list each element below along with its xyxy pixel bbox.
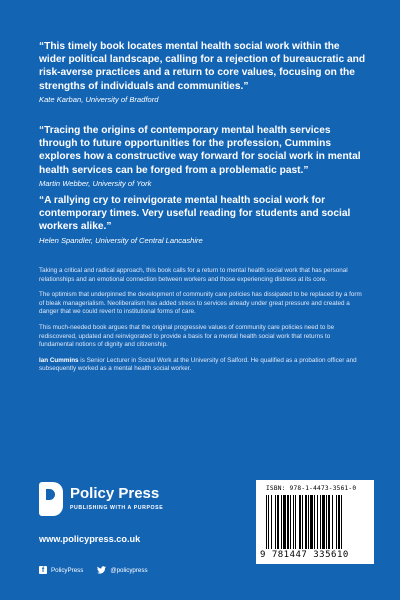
barcode-bar [271, 495, 272, 549]
publisher-logo [39, 482, 199, 524]
barcode-bar [305, 495, 307, 549]
barcode-bar [266, 495, 267, 549]
barcode-bar [332, 495, 333, 549]
quote-source: Kate Karban, University of Bradford [39, 94, 159, 104]
publisher-name: Policy Press [70, 485, 160, 502]
barcode-panel [256, 480, 374, 564]
publisher-tagline: PUBLISHING WITH A PURPOSE [70, 505, 164, 511]
barcode-bar [287, 495, 289, 549]
barcode [266, 495, 364, 549]
blurb-paragraph: This much-needed book argues that the original progressive values of community care policies need to be rediscovered, updated and reinvigorated to provide a basis for a mental health social work that returns to fundamental notions of dignity and citizenship. [39, 323, 335, 349]
author-bio [39, 357, 364, 374]
blurb-paragraph: The optimism that underpinned the development of community care policies has dissipated to be replaced by a form of bleak managerialism. Neoliberalism has added stress to services already under great pressure and created a danger that we could revert to institutional forms of care. [39, 291, 362, 316]
publisher-website[interactable]: www.policypress.co.uk [39, 534, 141, 544]
facebook-icon: f [39, 566, 47, 574]
barcode-number: 9 781447 335610 [260, 550, 349, 560]
policy-press-logo [39, 482, 63, 516]
social-links [39, 566, 162, 574]
barcode-bar [275, 495, 276, 549]
facebook-handle: PolicyPress [51, 566, 84, 574]
barcode-bar [277, 495, 279, 549]
barcode-bar [268, 495, 269, 549]
barcode-bar [314, 495, 315, 549]
barcode-bar [317, 495, 318, 549]
barcode-bar [295, 495, 296, 549]
quote-source: Martin Webber, University of York [39, 178, 152, 188]
barcode-bar [283, 495, 286, 549]
barcode-bar [341, 495, 342, 549]
barcode-bar [310, 495, 313, 549]
quote-source: Helen Spandler, University of Central Lancashire [39, 235, 203, 245]
barcode-bar [326, 495, 327, 549]
endorsement-1 [39, 40, 369, 105]
barcode-bar [328, 495, 330, 549]
quote-text: “This timely book locates mental health social work within the wider political landscape, calling for a rejection of bureaucratic and risk-averse practices and a return to core values, focusing on the strengths of individuals and communities.” [39, 41, 366, 92]
endorsement-2 [39, 124, 369, 189]
blurb [39, 267, 364, 381]
author-bio-text: is Senior Lecturer in Social Work at the University of Salford. He qualified as a probation officer and subsequently worked as a mental health social worker. [39, 356, 357, 373]
quote-text: “A rallying cry to reinvigorate mental health social work for contemporary times. Very useful reading for students and social workers alike.” [39, 195, 351, 233]
facebook-link[interactable] [39, 566, 83, 574]
barcode-bar [336, 495, 337, 549]
blurb-paragraph: Taking a critical and radical approach, this book calls for a return to mental health social work that has personal relationships and an emotional connection between workers and those experiencing distress at its core. [39, 267, 348, 283]
barcode-bar [322, 495, 325, 549]
barcode-bar [302, 495, 303, 549]
barcode-bar [293, 495, 294, 549]
barcode-bar [338, 495, 340, 549]
endorsement-3 [39, 194, 369, 246]
barcode-bar [290, 495, 291, 549]
twitter-icon [97, 566, 106, 574]
barcode-bar [281, 495, 282, 549]
isbn-label: ISBN: 978-1-4473-3561-0 [266, 485, 357, 492]
barcode-bar [320, 495, 321, 549]
twitter-handle: @policypress [110, 566, 148, 574]
quote-text: “Tracing the origins of contemporary mental health services through to future opportunities for the profession, Cummins explores how a constructive way forward for social work in mental health services can be forged from a problematic past.” [39, 125, 361, 176]
barcode-bar [299, 495, 301, 549]
author-name: Ian Cummins [39, 356, 79, 364]
barcode-bar [308, 495, 309, 549]
twitter-link[interactable] [97, 566, 147, 574]
